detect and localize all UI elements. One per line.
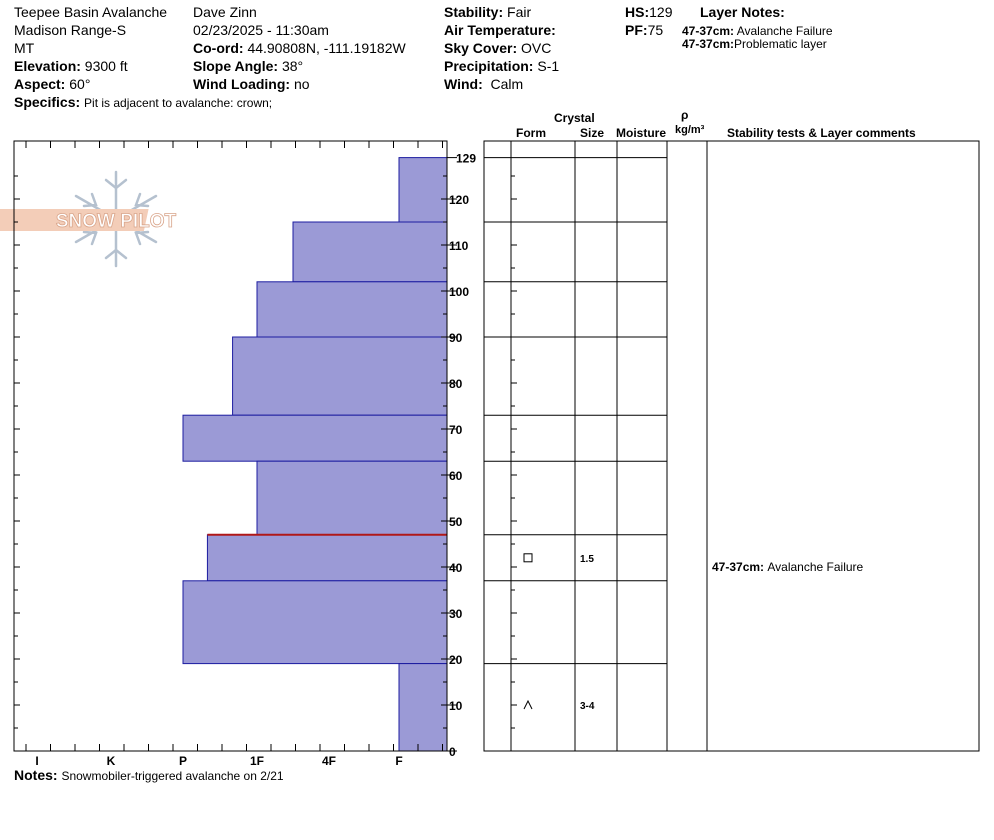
precipitation: Precipitation: S-1 bbox=[444, 58, 560, 74]
hardness-tick-label: 1F bbox=[249, 754, 265, 768]
pf: PF:75 bbox=[625, 22, 664, 38]
layer-notes-title: Layer Notes: bbox=[700, 4, 785, 20]
depth-tick-label: 80 bbox=[449, 377, 463, 391]
hardness-bar bbox=[207, 535, 447, 581]
hs: HS:129 bbox=[625, 4, 673, 20]
hardness-tick-label: 4F bbox=[321, 754, 337, 768]
layer-table-frame bbox=[484, 141, 979, 751]
depth-tick-label: 20 bbox=[449, 653, 463, 667]
air-temperature: Air Temperature: bbox=[444, 22, 556, 38]
depth-tick-label: 110 bbox=[449, 239, 469, 253]
depth-tick-label: 0 bbox=[449, 745, 456, 759]
slope-angle: Slope Angle: 38° bbox=[193, 58, 304, 74]
crystal-form-symbol bbox=[524, 701, 532, 709]
elevation: Elevation: 9300 ft bbox=[14, 58, 128, 74]
specifics: Specifics: Pit is adjacent to avalanche: crown; bbox=[14, 94, 273, 110]
depth-tick-label: 60 bbox=[449, 469, 463, 483]
stability-comment: 47-37cm: Avalanche Failure bbox=[712, 560, 864, 574]
snowpilot-logo bbox=[0, 172, 177, 266]
hardness-tick-label: P bbox=[178, 754, 188, 768]
hardness-bar bbox=[183, 581, 447, 664]
hardness-bar bbox=[257, 461, 447, 535]
depth-tick-label: 50 bbox=[449, 515, 463, 529]
depth-tick-label: 120 bbox=[449, 193, 470, 207]
hardness-tick-label: F bbox=[395, 754, 403, 768]
observer: Dave Zinn bbox=[193, 4, 257, 20]
size-header: Size bbox=[580, 126, 605, 140]
layer-note: 47-37cm: Avalanche Failure bbox=[682, 24, 833, 38]
range: Madison Range-S bbox=[14, 22, 127, 38]
depth-tick-label: 100 bbox=[449, 285, 470, 299]
stability-header: Stability tests & Layer comments bbox=[727, 126, 916, 140]
hardness-bar bbox=[399, 158, 447, 222]
notes: Notes: Snowmobiler-triggered avalanche on 2/21 bbox=[14, 767, 284, 783]
hardness-bar bbox=[233, 337, 447, 415]
wind: Wind: Calm bbox=[444, 76, 524, 92]
crystal-form-symbol bbox=[524, 554, 532, 562]
crystal-size: 1.5 bbox=[580, 553, 594, 565]
crystal-size: 3-4 bbox=[580, 701, 595, 712]
depth-tick-label: 90 bbox=[449, 331, 463, 345]
depth-tick-label: 30 bbox=[449, 607, 463, 621]
rho-header: ρ bbox=[681, 108, 689, 122]
hardness-tick-label: I bbox=[35, 754, 39, 768]
aspect: Aspect: 60° bbox=[14, 76, 91, 92]
depth-tick-label: 40 bbox=[449, 561, 463, 575]
hardness-tick-label: K bbox=[106, 754, 116, 768]
form-header: Form bbox=[516, 126, 546, 140]
logo-text: SNOW PILOT bbox=[55, 211, 177, 232]
coordinates: Co-ord: 44.90808N, -111.19182W bbox=[193, 40, 406, 56]
datetime: 02/23/2025 - 11:30am bbox=[193, 22, 329, 38]
density-unit-header: kg/m³ bbox=[675, 124, 705, 136]
depth-tick-label: 70 bbox=[449, 423, 463, 437]
crystal-header: Crystal bbox=[554, 111, 595, 125]
hardness-bar bbox=[183, 415, 447, 461]
hardness-bar bbox=[293, 222, 447, 282]
stability: Stability: Fair bbox=[444, 4, 532, 20]
hardness-bar bbox=[257, 282, 447, 337]
moisture-header: Moisture bbox=[616, 126, 667, 140]
state: MT bbox=[14, 40, 35, 56]
layer-note: 47-37cm:Problematic layer bbox=[682, 37, 827, 51]
sky-cover: Sky Cover: OVC bbox=[444, 40, 552, 56]
hardness-bar bbox=[399, 664, 447, 751]
wind-loading: Wind Loading: no bbox=[193, 76, 310, 92]
depth-top-label: 129 bbox=[456, 151, 477, 166]
depth-tick-label: 10 bbox=[449, 699, 463, 713]
location: Teepee Basin Avalanche bbox=[14, 4, 168, 20]
